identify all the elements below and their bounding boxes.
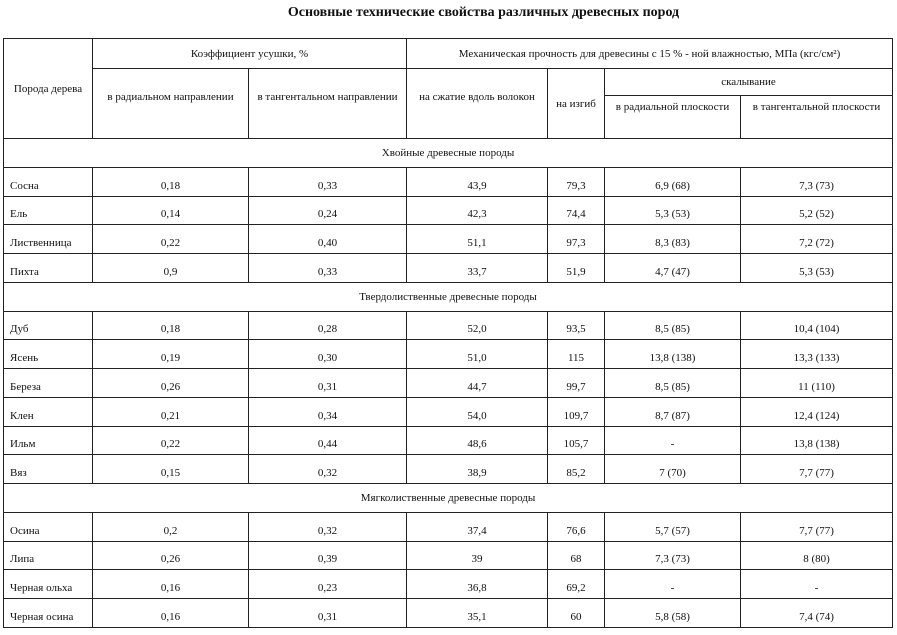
header-species: Порода дерева (4, 39, 93, 139)
cell-shrink-tangential: 0,32 (249, 512, 407, 541)
cell-bending: 76,6 (548, 512, 605, 541)
cell-compression: 52,0 (407, 311, 548, 340)
cell-shrink-radial: 0,15 (93, 455, 249, 484)
cell-species: Липа (4, 541, 93, 570)
cell-shrink-tangential: 0,40 (249, 225, 407, 254)
cell-bending: 93,5 (548, 311, 605, 340)
cell-species: Ель (4, 196, 93, 225)
cell-bending: 79,3 (548, 168, 605, 197)
cell-bending: 60 (548, 598, 605, 627)
cell-shrink-radial: 0,2 (93, 512, 249, 541)
cell-shear-radial: 8,7 (87) (605, 397, 741, 426)
cell-bending: 115 (548, 340, 605, 369)
cell-shrink-radial: 0,19 (93, 340, 249, 369)
cell-shear-radial: 8,5 (85) (605, 369, 741, 398)
cell-shrink-tangential: 0,33 (249, 168, 407, 197)
cell-shear-tangential: 7,3 (73) (741, 168, 893, 197)
cell-shear-tangential: 7,7 (77) (741, 512, 893, 541)
cell-species: Пихта (4, 254, 93, 283)
cell-compression: 43,9 (407, 168, 548, 197)
cell-bending: 85,2 (548, 455, 605, 484)
header-shear-tangential: в тангентальной плоскости (741, 96, 893, 139)
header-shrink-tangential: в тангентальном направлении (249, 69, 407, 139)
cell-shear-tangential: - (741, 570, 893, 599)
cell-shear-tangential: 12,4 (124) (741, 397, 893, 426)
cell-species: Клен (4, 397, 93, 426)
cell-shear-radial: 7 (70) (605, 455, 741, 484)
cell-shrink-tangential: 0,30 (249, 340, 407, 369)
cell-shrink-radial: 0,22 (93, 225, 249, 254)
cell-shear-tangential: 8 (80) (741, 541, 893, 570)
cell-bending: 105,7 (548, 426, 605, 455)
cell-shear-tangential: 7,7 (77) (741, 455, 893, 484)
cell-shear-tangential: 10,4 (104) (741, 311, 893, 340)
cell-bending: 99,7 (548, 369, 605, 398)
group-title: Мягколиственные древесные породы (4, 483, 893, 512)
cell-species: Береза (4, 369, 93, 398)
cell-shear-radial: - (605, 570, 741, 599)
table-row (4, 196, 893, 225)
table-row (4, 340, 893, 369)
table-row (4, 598, 893, 627)
cell-bending: 69,2 (548, 570, 605, 599)
page-title: Основные технические свойства различных древесных пород (287, 5, 680, 20)
cell-shear-radial: 8,5 (85) (605, 311, 741, 340)
cell-shrink-tangential: 0,34 (249, 397, 407, 426)
cell-shear-tangential: 5,3 (53) (741, 254, 893, 283)
cell-compression: 35,1 (407, 598, 548, 627)
cell-shear-tangential: 11 (110) (741, 369, 893, 398)
cell-shrink-tangential: 0,44 (249, 426, 407, 455)
cell-species: Сосна (4, 168, 93, 197)
table-row (4, 254, 893, 283)
group-title: Твердолиственные древесные породы (4, 282, 893, 311)
cell-shear-radial: 5,3 (53) (605, 196, 741, 225)
cell-compression: 48,6 (407, 426, 548, 455)
cell-compression: 37,4 (407, 512, 548, 541)
cell-shear-tangential: 7,4 (74) (741, 598, 893, 627)
cell-shrink-radial: 0,14 (93, 196, 249, 225)
cell-species: Осина (4, 512, 93, 541)
table-row (4, 455, 893, 484)
cell-species: Черная ольха (4, 570, 93, 599)
cell-bending: 51,9 (548, 254, 605, 283)
header-shrink-radial: в радиальном направлении (93, 69, 249, 139)
cell-shear-tangential: 5,2 (52) (741, 196, 893, 225)
cell-shear-radial: 8,3 (83) (605, 225, 741, 254)
cell-shear-radial: 4,7 (47) (605, 254, 741, 283)
cell-shear-tangential: 13,8 (138) (741, 426, 893, 455)
cell-compression: 42,3 (407, 196, 548, 225)
cell-shrink-radial: 0,21 (93, 397, 249, 426)
table-row (4, 570, 893, 599)
cell-shrink-tangential: 0,32 (249, 455, 407, 484)
cell-shrink-radial: 0,16 (93, 598, 249, 627)
cell-compression: 51,0 (407, 340, 548, 369)
cell-shrink-radial: 0,9 (93, 254, 249, 283)
cell-shrink-tangential: 0,31 (249, 369, 407, 398)
cell-compression: 39 (407, 541, 548, 570)
table-row (4, 369, 893, 398)
cell-species: Дуб (4, 311, 93, 340)
cell-bending: 74,4 (548, 196, 605, 225)
header-compression: на сжатие вдоль волокон (407, 69, 548, 139)
group-title: Хвойные древесные породы (4, 139, 893, 168)
cell-compression: 33,7 (407, 254, 548, 283)
cell-compression: 54,0 (407, 397, 548, 426)
cell-shrink-radial: 0,16 (93, 570, 249, 599)
cell-shrink-tangential: 0,23 (249, 570, 407, 599)
table-row (4, 168, 893, 197)
cell-shrink-tangential: 0,24 (249, 196, 407, 225)
cell-bending: 109,7 (548, 397, 605, 426)
header-strength: Механическая прочность для древесины с 15 % - ной влажностью, МПа (кгс/см²) (407, 39, 893, 69)
table-row (4, 397, 893, 426)
cell-compression: 36,8 (407, 570, 548, 599)
cell-compression: 51,1 (407, 225, 548, 254)
cell-shear-radial: 6,9 (68) (605, 168, 741, 197)
header-bending: на изгиб (548, 69, 605, 139)
cell-shrink-radial: 0,26 (93, 369, 249, 398)
wood-properties-table (3, 38, 893, 628)
cell-shear-radial: 5,7 (57) (605, 512, 741, 541)
cell-compression: 44,7 (407, 369, 548, 398)
header-shrinkage: Коэффициент усушки, % (93, 39, 407, 69)
cell-shrink-radial: 0,26 (93, 541, 249, 570)
table-row (4, 311, 893, 340)
cell-species: Черная осина (4, 598, 93, 627)
cell-shrink-radial: 0,18 (93, 311, 249, 340)
cell-species: Лиственница (4, 225, 93, 254)
cell-shrink-radial: 0,22 (93, 426, 249, 455)
cell-shrink-radial: 0,18 (93, 168, 249, 197)
cell-shear-radial: 7,3 (73) (605, 541, 741, 570)
header-shear-radial: в радиальной плоскости (605, 96, 741, 139)
cell-shear-radial: 5,8 (58) (605, 598, 741, 627)
cell-shrink-tangential: 0,28 (249, 311, 407, 340)
header-shear: скалывание (605, 69, 893, 96)
cell-shear-radial: 13,8 (138) (605, 340, 741, 369)
table-row (4, 541, 893, 570)
cell-shrink-tangential: 0,31 (249, 598, 407, 627)
cell-shear-radial: - (605, 426, 741, 455)
table-row (4, 225, 893, 254)
cell-species: Ясень (4, 340, 93, 369)
cell-shrink-tangential: 0,39 (249, 541, 407, 570)
table-row (4, 426, 893, 455)
cell-compression: 38,9 (407, 455, 548, 484)
cell-shrink-tangential: 0,33 (249, 254, 407, 283)
cell-shear-tangential: 13,3 (133) (741, 340, 893, 369)
cell-shear-tangential: 7,2 (72) (741, 225, 893, 254)
table-row (4, 512, 893, 541)
cell-bending: 97,3 (548, 225, 605, 254)
cell-species: Ильм (4, 426, 93, 455)
cell-bending: 68 (548, 541, 605, 570)
cell-species: Вяз (4, 455, 93, 484)
